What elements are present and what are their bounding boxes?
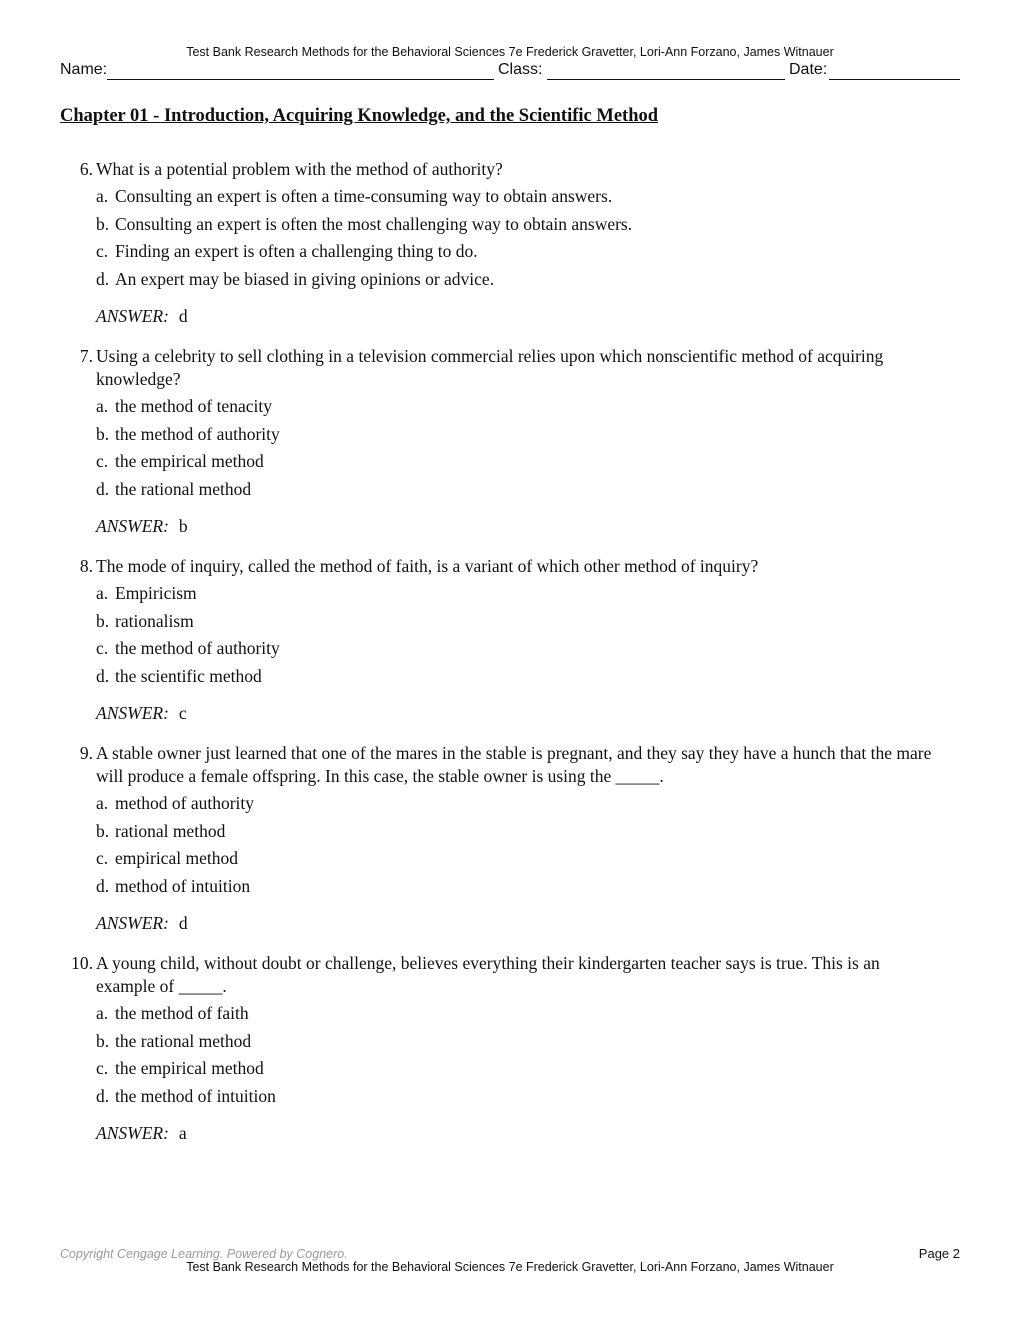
question-number: 6.	[79, 159, 93, 179]
question-stem	[60, 345, 940, 391]
date-field-line	[829, 79, 960, 80]
question-7	[60, 345, 940, 538]
question-text: A young child, without doubt or challenge, believes everything their kindergarten teacher says is true. This is an example of _____.	[96, 953, 880, 996]
choice-letter: a.	[96, 396, 109, 416]
choice-text: the empirical method	[115, 1058, 264, 1078]
choice-c	[60, 635, 940, 663]
choice-text: An expert may be biased in giving opinions or advice.	[115, 268, 495, 289]
choice-text: the method of authority	[115, 423, 280, 444]
answer-line	[60, 1122, 940, 1145]
choice-text: the rational method	[115, 478, 252, 499]
answer-label: ANSWER:	[96, 306, 169, 326]
name-field-line	[107, 79, 494, 80]
choice-text: the scientific method	[115, 665, 262, 686]
choice-list	[60, 183, 940, 293]
question-text: Using a celebrity to sell clothing in a television commercial relies upon which nonscientific method of acquiring knowledge?	[96, 346, 884, 389]
choice-letter: b.	[96, 213, 110, 234]
choice-list	[60, 580, 940, 690]
question-stem	[60, 555, 940, 578]
question-number: 8.	[79, 556, 93, 576]
question-stem	[60, 952, 940, 998]
header-fields	[60, 60, 960, 82]
choice-letter: c.	[96, 638, 109, 658]
choice-text: Consulting an expert is often a time-consuming way to obtain answers.	[115, 186, 613, 206]
answer-label: ANSWER:	[96, 1123, 169, 1143]
choice-d	[60, 663, 940, 691]
footer-source-text: Test Bank Research Methods for the Behavioral Sciences 7e Frederick Gravetter, Lori-Ann Forzano, James Witnauer	[186, 1260, 834, 1274]
choice-text: empirical method	[115, 848, 238, 868]
question-number: 10.	[71, 953, 93, 973]
choice-letter: d.	[96, 268, 110, 289]
page-number: Page 2	[918, 1246, 960, 1261]
answer-value: b	[178, 516, 188, 536]
choice-letter: d.	[96, 875, 110, 896]
date-label: Date:	[789, 61, 828, 78]
choice-c	[60, 238, 940, 266]
choice-text: Consulting an expert is often the most challenging way to obtain answers.	[115, 213, 633, 234]
footer-copyright: Copyright Cengage Learning. Powered by Cognero.	[60, 1247, 348, 1261]
choice-text: Finding an expert is often a challenging thing to do.	[115, 241, 478, 261]
choice-list	[60, 1000, 940, 1110]
answer-label: ANSWER:	[96, 913, 169, 933]
choice-letter: a.	[96, 793, 109, 813]
choice-letter: d.	[96, 1085, 110, 1106]
answer-value: d	[178, 913, 188, 933]
choice-letter: c.	[96, 1058, 109, 1078]
answer-line	[60, 515, 940, 538]
choice-d	[60, 266, 940, 294]
choice-letter: b.	[96, 1030, 110, 1051]
choice-letter: c.	[96, 241, 109, 261]
choice-a	[60, 1000, 940, 1028]
choice-text: method of intuition	[115, 875, 251, 896]
choice-letter: a.	[96, 186, 109, 206]
question-6	[60, 158, 940, 328]
question-9	[60, 742, 940, 935]
question-number: 9.	[79, 743, 93, 763]
choice-a	[60, 580, 940, 608]
name-label: Name:	[60, 61, 108, 78]
choice-letter: c.	[96, 848, 109, 868]
choice-a	[60, 183, 940, 211]
choice-b	[60, 818, 940, 846]
question-8	[60, 555, 940, 725]
choice-text: rational method	[115, 820, 226, 841]
choice-letter: d.	[96, 478, 110, 499]
choice-text: the method of authority	[115, 638, 280, 658]
choice-text: the empirical method	[115, 451, 264, 471]
question-stem	[60, 158, 940, 181]
choice-list	[60, 790, 940, 900]
chapter-title: Chapter 01 - Introduction, Acquiring Knowledge, and the Scientific Method	[60, 106, 659, 126]
answer-value: a	[178, 1123, 187, 1143]
choice-letter: a.	[96, 583, 109, 603]
choice-b	[60, 608, 940, 636]
choice-text: the method of faith	[115, 1003, 249, 1023]
answer-label: ANSWER:	[96, 516, 169, 536]
header-source-text: Test Bank Research Methods for the Behavioral Sciences 7e Frederick Gravetter, Lori-Ann Forzano, James Witnauer	[186, 45, 834, 59]
choice-text: the rational method	[115, 1030, 252, 1051]
question-text: The mode of inquiry, called the method of faith, is a variant of which other method of inquiry?	[96, 556, 759, 576]
choice-a	[60, 790, 940, 818]
question-text: A stable owner just learned that one of the mares in the stable is pregnant, and they say they have a hunch that the mare will produce a female offspring. In this case, the stable owner is using the _____.	[96, 743, 932, 786]
choice-a	[60, 393, 940, 421]
choice-c	[60, 1055, 940, 1083]
choice-c	[60, 845, 940, 873]
question-stem	[60, 742, 940, 788]
question-text: What is a potential problem with the method of authority?	[96, 159, 503, 179]
choice-b	[60, 1028, 940, 1056]
choice-text: Empiricism	[115, 583, 197, 603]
choice-letter: b.	[96, 610, 110, 631]
choice-text: rationalism	[115, 610, 194, 631]
choice-letter: a.	[96, 1003, 109, 1023]
class-label: Class:	[498, 61, 543, 78]
choice-text: the method of tenacity	[115, 396, 272, 416]
choice-b	[60, 421, 940, 449]
answer-value: d	[178, 306, 188, 326]
answer-line	[60, 305, 940, 328]
answer-label: ANSWER:	[96, 703, 169, 723]
answer-value: c	[178, 703, 187, 723]
class-field-line	[547, 79, 785, 80]
question-list	[60, 158, 940, 1162]
choice-d	[60, 476, 940, 504]
choice-d	[60, 873, 940, 901]
answer-line	[60, 702, 940, 725]
choice-letter: c.	[96, 451, 109, 471]
answer-line	[60, 912, 940, 935]
question-10	[60, 952, 940, 1145]
choice-b	[60, 211, 940, 239]
choice-letter: b.	[96, 820, 110, 841]
choice-c	[60, 448, 940, 476]
choice-list	[60, 393, 940, 503]
choice-letter: d.	[96, 665, 110, 686]
choice-text: the method of intuition	[115, 1085, 276, 1106]
choice-letter: b.	[96, 423, 110, 444]
question-number: 7.	[79, 346, 93, 366]
choice-d	[60, 1083, 940, 1111]
choice-text: method of authority	[115, 793, 255, 813]
